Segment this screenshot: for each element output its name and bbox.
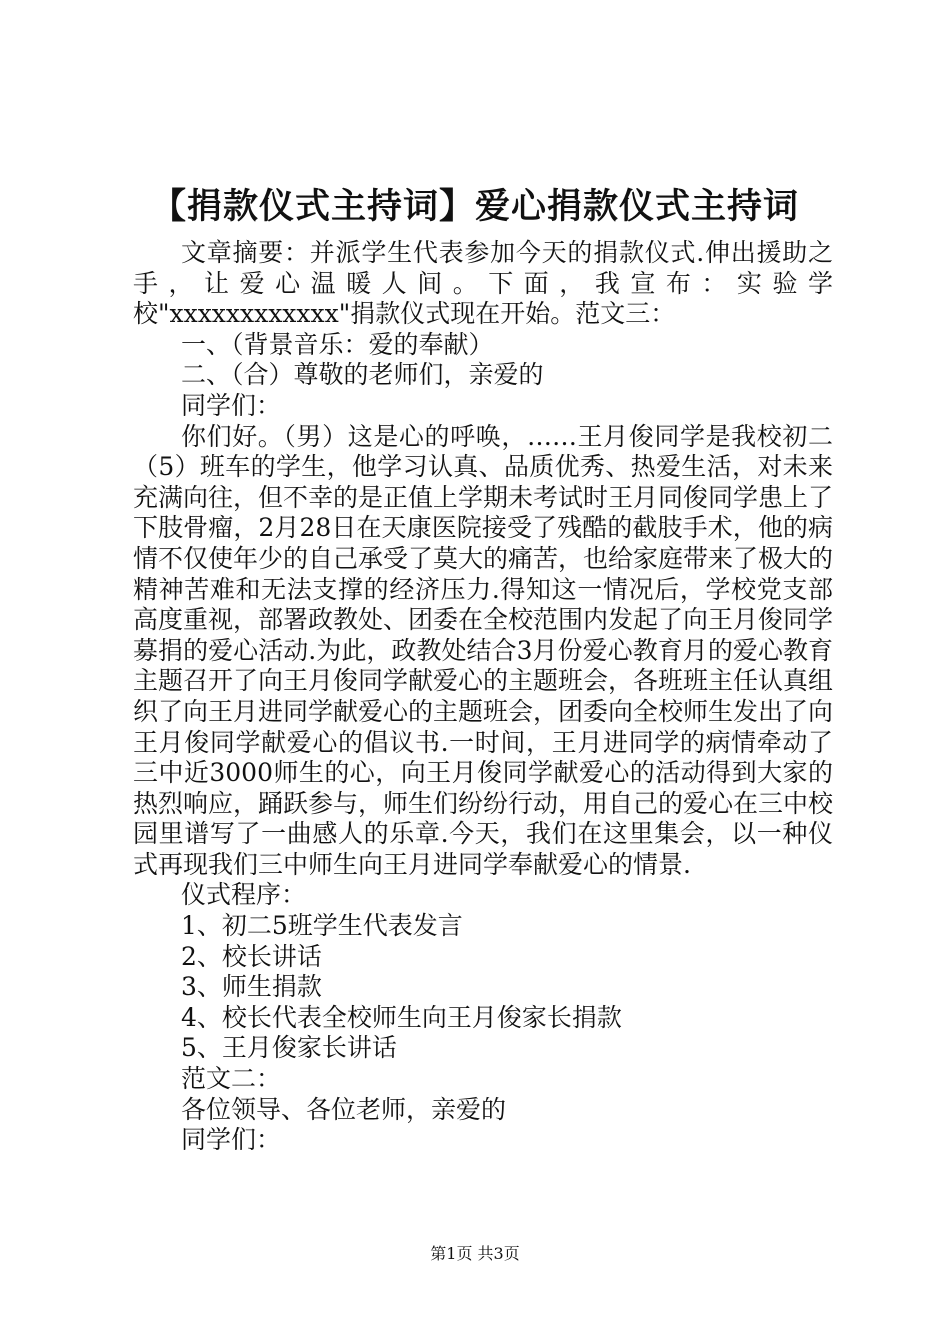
background-music-line: 一、（背景音乐：爱的奉献） xyxy=(181,329,494,359)
main-paragraph: 你们好。（男）这是心的呼唤，……王月俊同学是我校初二（5）班车的学生，他学习认真、品质优秀、热爱生活，对未来充满向往，但不幸的是正值上学期未考试时王月同俊同学患上了下肢骨瘤，2月28日在天康医院接受了残酷的截肢手术，他的病情不仅使年少的自己承受了莫大的痛苦，也给家庭带来了极大的精神苦难和无法支撑的经济压力.得知这一情况后，学校党支部高度重视，部署政教处、团委在全校范围内发起了向王月俊同学募捐的爱心活动.为此，政教处结合3月份爱心教育月的爱心教育主题召开了向王月俊同学献爱心的主题班会，各班班主任认真组织了向王月进同学献爱心的主题班会，团委向全校师生发出了向王月俊同学献爱心的倡议书.一时间，王月进同学的病情牵动了三中近3000师生的心，向王月俊同学献爱心的活动得到大家的热烈响应，踊跃参与，师生们纷纷行动，用自己的爱心在三中校园里谱写了一曲感人的乐章.今天，我们在这里集会，以一种仪式再现我们三中师生向王月进同学奉献爱心的情景. xyxy=(133,421,834,879)
greeting-line: 二、（合）尊敬的老师们，亲爱的 xyxy=(181,360,544,390)
procedure-item: 3、师生捐款 xyxy=(181,972,322,1002)
greeting-students-line: 同学们： xyxy=(181,1125,282,1155)
procedure-item: 2、校长讲话 xyxy=(181,941,322,971)
students-line: 同学们： xyxy=(181,390,282,420)
procedure-item: 5、王月俊家长讲话 xyxy=(181,1033,397,1063)
sample-two-heading: 范文二： xyxy=(181,1064,282,1094)
page-footer: 第1页 共3页 xyxy=(430,1244,520,1263)
procedure-heading: 仪式程序： xyxy=(181,880,307,910)
procedure-item: 1、初二5班学生代表发言 xyxy=(181,911,463,941)
abstract-paragraph: 文章摘要：并派学生代表参加今天的捐款仪式.伸出援助之手，让爱心温暖人间。下面，我宣布：实验学校"xxxxxxxxxxxx"捐款仪式现在开始。范文三： xyxy=(133,238,833,329)
document-body xyxy=(133,238,833,1156)
document-title: 【捐款仪式主持词】爱心捐款仪式主持词 xyxy=(150,186,799,227)
greeting-leaders-line: 各位领导、各位老师，亲爱的 xyxy=(181,1094,507,1124)
procedure-item: 4、校长代表全校师生向王月俊家长捐款 xyxy=(181,1002,622,1032)
